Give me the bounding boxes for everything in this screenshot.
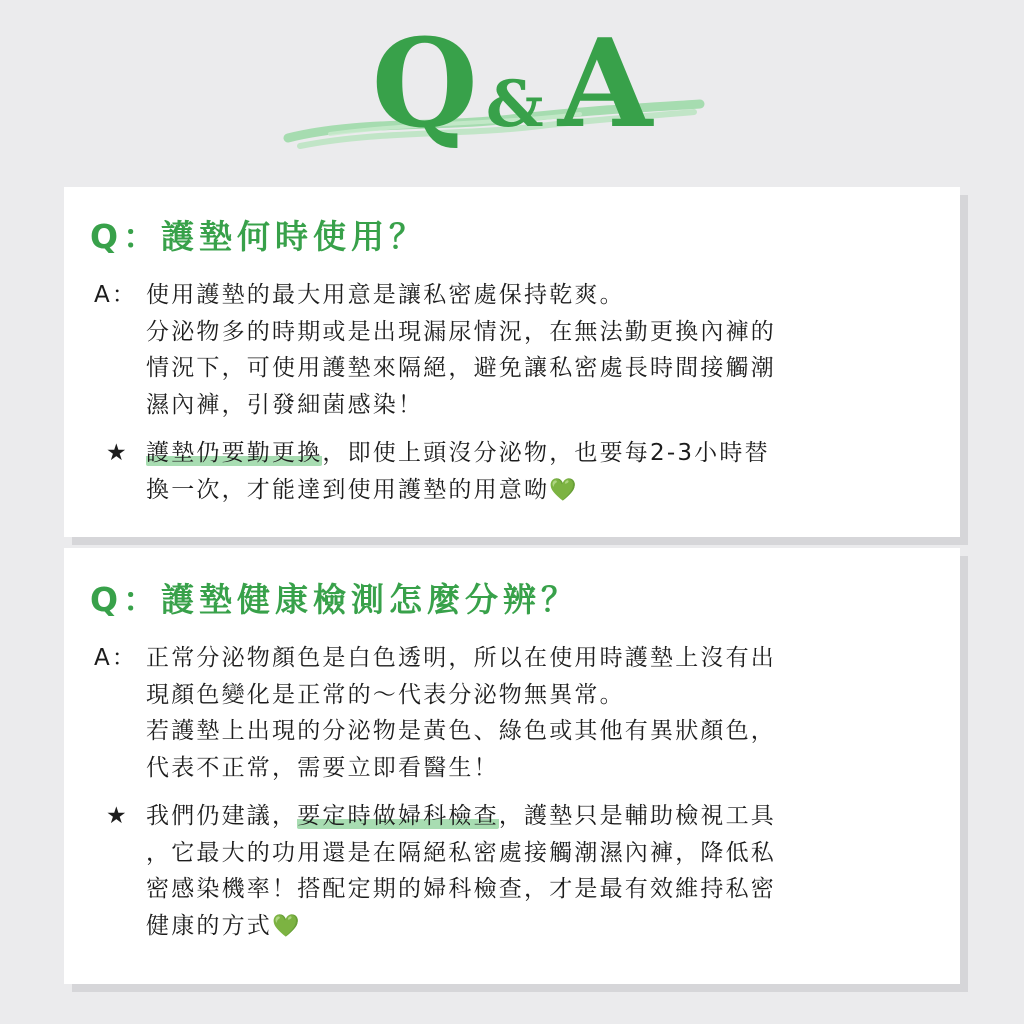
answer-lead: A： xyxy=(94,282,138,308)
answer-block xyxy=(90,640,960,786)
highlighted-text: 護墊仍要勤更換 xyxy=(146,440,323,466)
star-icon: ★ xyxy=(106,440,129,466)
tip-line: 健康的方式💚 xyxy=(146,912,300,939)
q-letter: Q xyxy=(371,11,478,155)
a-letter: A xyxy=(557,11,653,155)
answer-line: 代表不正常，需要立即看醫生！ xyxy=(146,754,499,781)
answer-block xyxy=(90,277,960,423)
answer-line: 現顏色變化是正常的～代表分泌物無異常。 xyxy=(146,681,625,708)
answer-line: 正常分泌物顏色是白色透明，所以在使用時護墊上沒有出 xyxy=(146,645,776,671)
qa-card-1 xyxy=(64,187,960,537)
answer-line: 情況下，可使用護墊來隔絕，避免讓私密處長時間接觸潮 xyxy=(146,355,776,381)
tip-line: ，它最大的功用還是在隔絕私密處接觸潮濕內褲，降低私 xyxy=(146,839,776,866)
tip-line xyxy=(146,798,960,835)
star-icon: ★ xyxy=(106,803,129,829)
qa-card-2 xyxy=(64,548,960,984)
answer-line: 使用護墊的最大用意是讓私密處保持乾爽。 xyxy=(146,282,625,308)
tip-line: 換一次，才能達到使用護墊的用意呦💚 xyxy=(146,476,577,503)
tip-line xyxy=(146,435,960,472)
question-heading: Q：護墊何時使用？ xyxy=(90,217,428,256)
tip-block xyxy=(90,798,960,945)
green-heart-icon: 💚 xyxy=(272,913,300,939)
qa-header xyxy=(0,0,1024,170)
answer-line: 分泌物多的時期或是出現漏尿情況，在無法勤更換內褲的 xyxy=(146,318,776,345)
tip-block xyxy=(90,435,960,509)
answer-line: 濕內褲，引發細菌感染！ xyxy=(146,391,424,418)
tip-post: ，即使上頭沒分泌物，也要每2-3小時替 xyxy=(322,440,770,466)
ampersand: & xyxy=(485,67,544,142)
tip-line: 密感染機率！搭配定期的婦科檢查，才是最有效維持私密 xyxy=(146,876,776,902)
answer-lead: A： xyxy=(94,645,138,671)
highlighted-text: 要定時做婦科檢查 xyxy=(297,803,499,829)
tip-pre: 我們仍建議， xyxy=(146,803,298,829)
answer-line: 若護墊上出現的分泌物是黃色、綠色或其他有異狀顏色， xyxy=(146,718,776,744)
qa-title xyxy=(0,11,1024,155)
green-heart-icon: 💚 xyxy=(549,477,577,503)
question-heading: Q：護墊健康檢測怎麼分辨？ xyxy=(90,580,580,619)
tip-post: ，護墊只是輔助檢視工具 xyxy=(498,803,777,829)
